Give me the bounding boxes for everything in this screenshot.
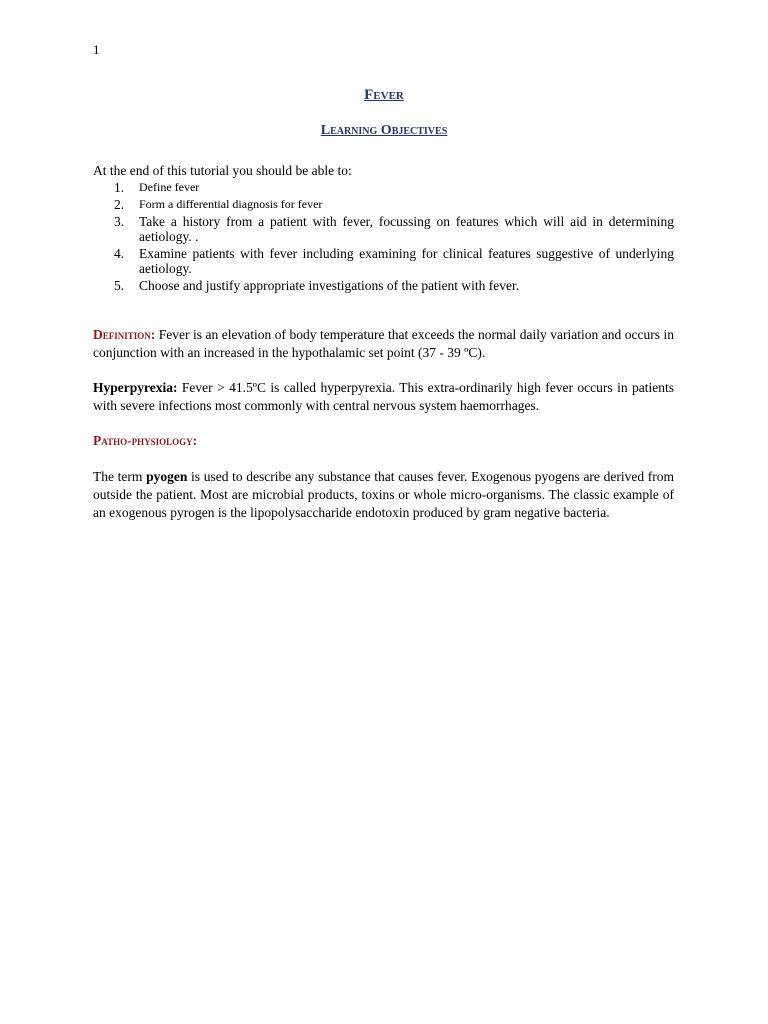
objective-text: Define fever	[139, 180, 200, 194]
objective-number: 1.	[114, 180, 125, 195]
pyogen-paragraph	[93, 468, 674, 522]
objective-item-4	[93, 246, 674, 276]
objective-number: 4.	[114, 246, 125, 261]
objective-item-1	[93, 180, 674, 195]
objective-number: 3.	[114, 214, 125, 229]
section-title-learning-objectives: Learning Objectives	[320, 123, 448, 138]
objective-text: Take a history from a patient with fever, focussing on features which will aid in determining aetiology. .	[139, 214, 674, 244]
pyogen-text-after: is used to describe any substance that causes fever. Exogenous pyogens are derived from outside the patient. Most are microbial products, toxins or whole micro-organisms. The classic example of an exogenous pyrogen is the lipopolysaccharide endotoxin produced by gram negative bacteria.	[93, 469, 674, 520]
definition-label: Definition:	[93, 327, 156, 342]
pyogen-text-before: The term	[93, 469, 147, 484]
document-title: Fever	[364, 87, 404, 103]
objective-item-3	[93, 214, 674, 244]
objectives-intro: At the end of this tutorial you should be able to:	[93, 163, 352, 178]
objective-text: Examine patients with fever including examining for clinical features suggestive of underlying aetiology.	[139, 246, 674, 276]
objective-number: 5.	[114, 278, 125, 293]
objective-text: Form a differential diagnosis for fever	[139, 197, 323, 211]
objective-item-5	[93, 278, 674, 293]
objectives-list	[93, 180, 674, 295]
patho-physiology-heading: Patho-physiology:	[93, 433, 198, 448]
objective-number: 2.	[114, 197, 125, 212]
objective-item-2	[93, 197, 674, 212]
hyperpyrexia-text: Fever > 41.5ºC is called hyperpyrexia. This extra-ordinarily high fever occurs in patients with severe infections most commonly with central nervous system haemorrhages.	[93, 380, 674, 413]
page-number: 1	[93, 42, 100, 57]
hyperpyrexia-label: Hyperpyrexia:	[93, 380, 178, 395]
pyogen-term: pyogen	[146, 469, 188, 484]
objective-text: Choose and justify appropriate investigations of the patient with fever.	[139, 278, 520, 293]
definition-text: Fever is an elevation of body temperature that exceeds the normal daily variation and occurs in conjunction with an increased in the hypothalamic set point (37 - 39 ºC).	[93, 327, 674, 360]
hyperpyrexia-paragraph	[93, 379, 674, 415]
definition-paragraph	[93, 326, 674, 362]
